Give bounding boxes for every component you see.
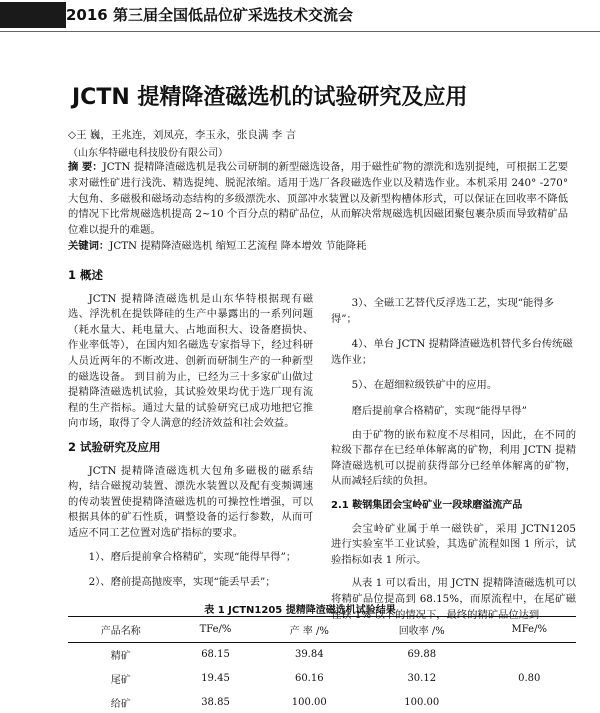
paragraph: 由于矿物的嵌布粒度不尽相同，因此，在不同的粒级下都存在已经单体解离的矿物，利用 JCTN 提精降渣磁选机可以提前获得部分已经单体解离的矿物，从而减轻后续的负担。 bbox=[331, 428, 576, 488]
table-cell: 39.84 bbox=[294, 649, 324, 661]
section-2-heading: 2 试验研究及应用 bbox=[68, 439, 161, 454]
results-table bbox=[68, 616, 576, 713]
left-column bbox=[68, 268, 313, 601]
keywords-label: 关键词： bbox=[68, 240, 110, 252]
table-header-cell: 回收率 /% bbox=[398, 626, 445, 637]
page-header bbox=[0, 0, 600, 34]
table-cell: 60.16 bbox=[294, 673, 324, 684]
paper-title: JCTN 提精降渣磁选机的试验研究及应用 bbox=[72, 85, 468, 110]
table-cell: 0.80 bbox=[518, 673, 541, 684]
authors: ◇王 巍，王兆连，刘凤亮，李玉永，张良满 李 言 bbox=[68, 129, 297, 141]
table-cell: 30.12 bbox=[407, 673, 437, 684]
section-2-paragraph: JCTN 提精降渣磁选机大包角多磁极的磁系结构，结合磁搅动装置、漂洗水装置以及配有变频调速的传动装置使提精降渣磁选机的可操控性增强，可以根据具体的矿石性质，调整设备的运行参数，从而可适应不同工艺位置对选矿指标的要求。 bbox=[68, 464, 313, 539]
paragraph: 会宝岭矿业属于单一磁铁矿，采用 JCTN1205 进行实验室半工业试验，其选矿流程如图 1 所示，试验指标如表 1 所示。 bbox=[331, 522, 576, 566]
section-1-paragraph: JCTN 提精降渣磁选机是山东华特根据现有磁选、浮洗机在提铁降硅的生产中暴露出的一系列问题（耗水量大、耗电量大、占地面积大、设备磨损快、作业率低等），在国内知名磁选专家指导下，经过科研人员近两年的不断改进、创新而研制生产的一种新型的磁选设备。 到目前为止，已经为三十多家矿山做过提精降渣磁选机试验，其试验效果均优于选厂现有流程的生产指标。通过大量的试验研究已成功地把它推向市场，取得了令人满意的经济效益和社会效益。 bbox=[68, 292, 313, 430]
table-header-cell: MFe/% bbox=[511, 624, 547, 635]
header-divider bbox=[0, 31, 600, 32]
table-header-cell: 产品名称 bbox=[100, 626, 141, 637]
table-cell: 69.88 bbox=[407, 649, 437, 661]
table-cell: 给矿 bbox=[110, 699, 131, 710]
table-header-cell: 产 率 /% bbox=[289, 626, 329, 637]
table-row bbox=[68, 667, 576, 691]
list-item: 1）、磨后提前拿合格精矿，实现“能得早得”； bbox=[88, 550, 297, 563]
subsection-2-1-heading: 2.1 鞍钢集团会宝岭矿业一段球磨溢流产品 bbox=[331, 499, 523, 511]
table-cell: 尾矿 bbox=[110, 675, 131, 686]
list-item: 3）、全磁工艺替代反浮选工艺，实现“能得多得”； bbox=[331, 297, 554, 325]
header-title: 2016 第三届全国低品位矿采选技术交流会 bbox=[66, 6, 353, 24]
table-cell: 19.45 bbox=[201, 673, 230, 684]
abstract-label: 摘 要： bbox=[68, 161, 103, 173]
table-cell: 38.85 bbox=[201, 697, 230, 708]
keywords bbox=[68, 237, 568, 252]
table-cell: 68.15 bbox=[201, 649, 230, 661]
table-row bbox=[68, 691, 576, 713]
right-column bbox=[331, 296, 576, 631]
table-header-row bbox=[68, 617, 576, 643]
table-cell bbox=[483, 691, 576, 713]
table-caption: 表 1 JCTN1205 提精降渣磁选机试验结果 bbox=[204, 605, 396, 616]
list-item: 4）、单台 JCTN 提精降渣磁选机替代多台传统磁选作业； bbox=[331, 338, 573, 366]
affiliation: （山东华特磁电科技股份有限公司） bbox=[68, 148, 228, 159]
abstract-text: JCTN 提精降渣磁选机是我公司研制的新型磁选设备，用于磁性矿物的漂洗和选别提纯，可根据工艺要求对磁性矿进行浅洗、精选提纯、脱泥浓缩。适用于选厂各段磁选作业以及精选作业。本机采用 240° -270° 大包角、多磁极和磁场动态结构的多级漂洗水、顶部冲水装置以及新型构槽体形式，可以保证在回收率不降低的情况下比常规磁选机提高 2~10 个百分点的精矿品位，从而解决常规磁选机因磁团聚包裹杂质而导致精矿品位难以提升的难题。 bbox=[68, 161, 568, 237]
table-row bbox=[68, 643, 576, 667]
section-1-heading: 1 概述 bbox=[68, 268, 104, 282]
keywords-text: JCTN 提精降渣磁选机 缩短工艺流程 降本增效 节能降耗 bbox=[109, 240, 367, 252]
table-cell bbox=[483, 643, 576, 667]
table-cell: 精矿 bbox=[110, 651, 131, 663]
list-item: 5）、在超细粒级铁矿中的应用。 bbox=[351, 379, 498, 392]
abstract bbox=[68, 160, 568, 239]
table-header-cell: TFe/% bbox=[199, 624, 232, 635]
subsection-lead: 磨后提前拿合格精矿，实现“能得早得” bbox=[351, 404, 527, 417]
list-item: 2）、磨前提高抛废率，实现“能丢早丢”； bbox=[88, 576, 276, 589]
table-cell: 100.00 bbox=[404, 697, 440, 708]
table-cell: 100.00 bbox=[291, 697, 327, 708]
header-black-bar bbox=[0, 2, 66, 28]
paragraph: 从表 1 可以看出，用 JCTN 提精降渣磁选机可以将精矿品位提高到 68.15%，而原流程中，在尾矿磁性铁 1% 以下的情况下，最终的精矿品位达到 bbox=[331, 577, 576, 621]
